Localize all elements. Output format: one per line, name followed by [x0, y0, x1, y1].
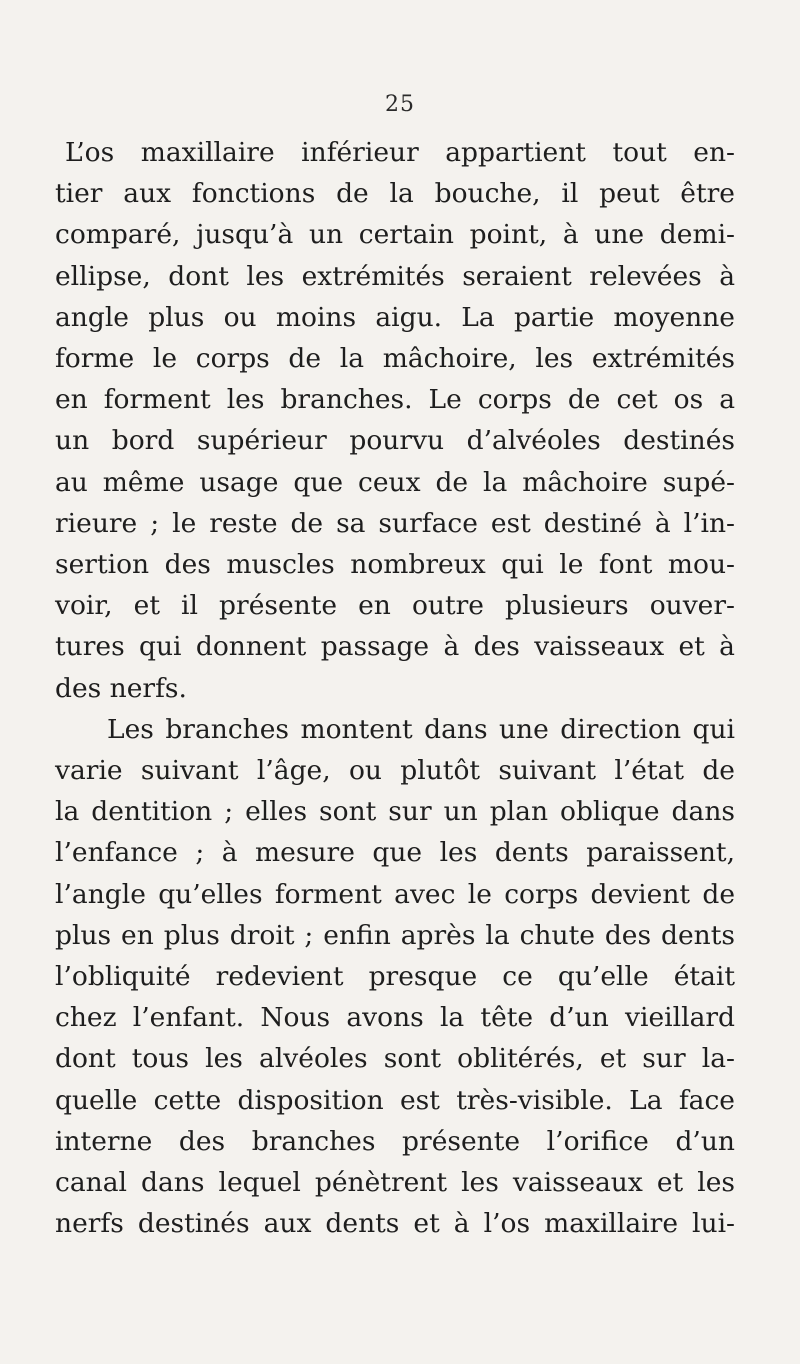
text-line: angle plus ou moins aigu. La partie moyenne — [55, 301, 735, 333]
text-line: l’obliquité redevient presque ce qu’elle était — [55, 961, 735, 993]
text-line: un bord supérieur pourvu d’alvéoles destinés — [55, 425, 735, 457]
text-line: dont tous les alvéoles sont oblitérés, et sur la- — [55, 1043, 735, 1075]
text-line: voir, et il présente en outre plusieurs ouver- — [55, 590, 735, 622]
text-line: en forment les branches. Le corps de cet os a — [55, 384, 735, 416]
page-number: 25 — [385, 92, 415, 117]
text-line: interne des branches présente l’orifice d’un — [55, 1125, 735, 1157]
text-line: chez l’enfant. Nous avons la tête d’un vieillard — [55, 1002, 735, 1034]
text-line: Les branches montent dans une direction qui — [107, 713, 735, 745]
paragraph-2 — [55, 709, 735, 1245]
paragraph-1 — [55, 132, 735, 709]
text-line: des nerfs. — [55, 672, 187, 704]
text-line: quelle cette disposition est très-visible. La face — [55, 1084, 735, 1116]
text-line: sertion des muscles nombreux qui le font mou- — [55, 549, 735, 581]
text-line: l’angle qu’elles forment avec le corps devient de — [55, 878, 735, 910]
text-line: nerfs destinés aux dents et à l’os maxillaire lui- — [55, 1208, 735, 1240]
text-line: varie suivant l’âge, ou plutôt suivant l’état de — [55, 755, 735, 787]
text-line: plus en plus droit ; enfin après la chute des dents — [55, 919, 735, 951]
text-line: au même usage que ceux de la mâchoire supé- — [55, 466, 735, 498]
text-line: tures qui donnent passage à des vaisseaux et à — [55, 631, 735, 663]
text-line: tier aux fonctions de la bouche, il peut être — [55, 178, 735, 210]
text-line: L’os maxillaire inférieur appartient tout en- — [65, 137, 735, 168]
text-line: l’enfance ; à mesure que les dents paraissent, — [55, 837, 735, 869]
text-line: comparé, jusqu’à un certain point, à une demi- — [55, 219, 735, 251]
text-line: la dentition ; elles sont sur un plan oblique dans — [55, 796, 735, 828]
body-text — [55, 132, 735, 1244]
text-line: ellipse, dont les extrémités seraient relevées à — [55, 260, 735, 292]
text-line: rieure ; le reste de sa surface est destiné à l’in- — [55, 507, 735, 539]
text-line: canal dans lequel pénètrent les vaisseaux et les — [55, 1167, 735, 1199]
text-line: forme le corps de la mâchoire, les extrémités — [55, 343, 735, 375]
